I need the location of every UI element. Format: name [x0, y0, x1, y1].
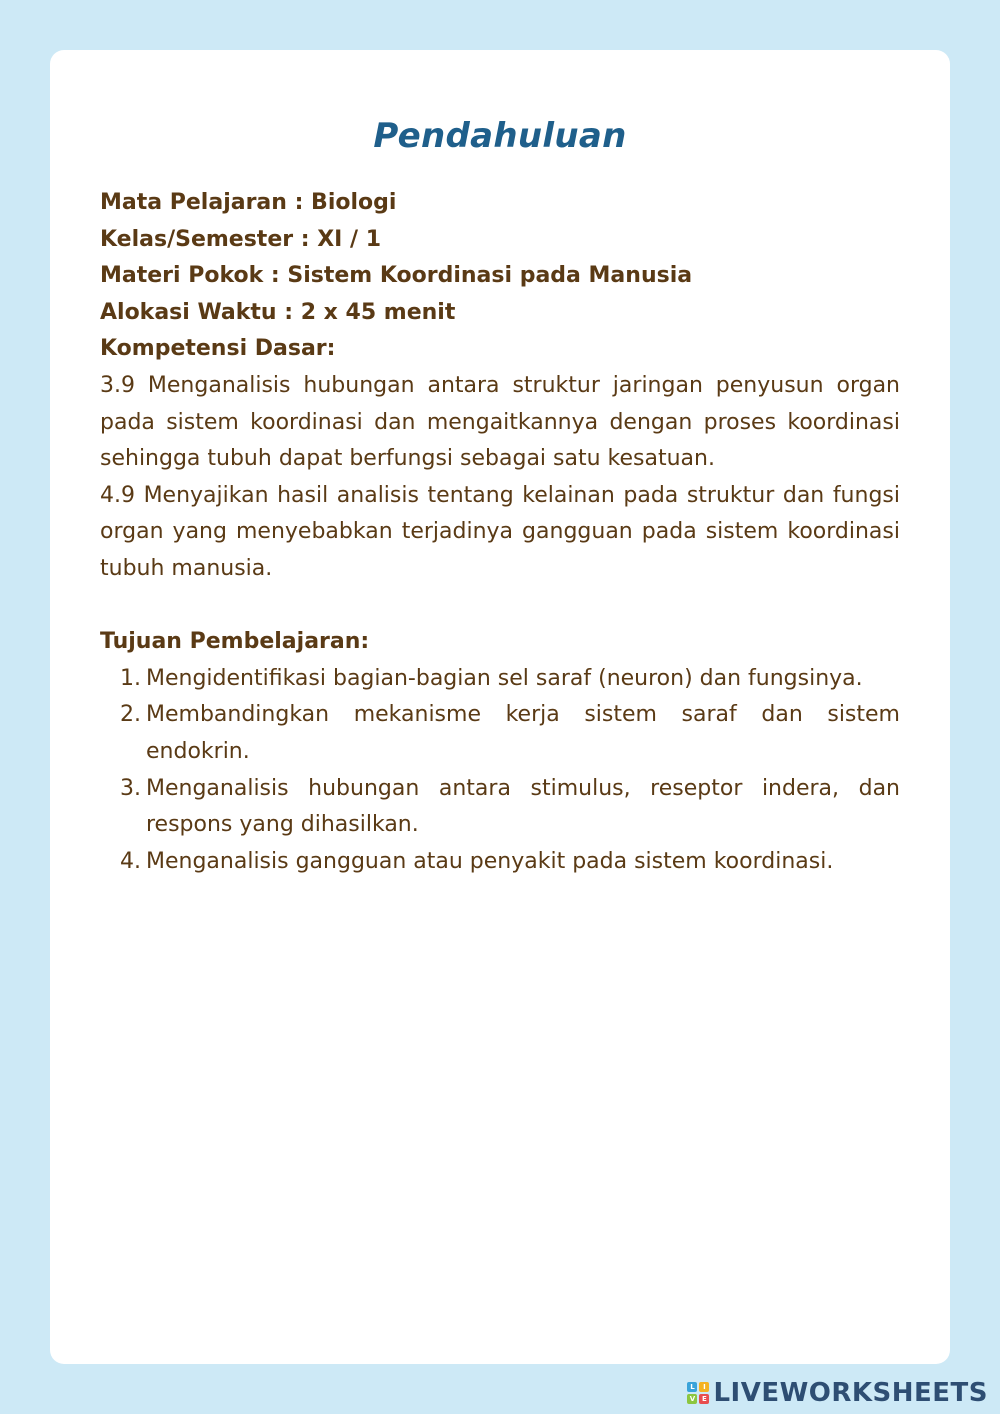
spacer [100, 588, 900, 625]
logo-letter-v: V [687, 1394, 697, 1404]
objective-item [100, 771, 900, 844]
intro-content [100, 185, 900, 880]
brand-name: LIVEWORKSHEETS [713, 1378, 988, 1408]
subject-line: Mata Pelajaran : Biologi [100, 190, 397, 215]
objective-number: 2. [120, 702, 141, 728]
objective-item [100, 697, 900, 770]
logo-letter-i: I [699, 1382, 709, 1392]
objective-item [100, 661, 900, 698]
objective-number: 3. [120, 775, 141, 801]
logo-letter-e: E [699, 1394, 709, 1404]
objective-text: Menganalisis hubungan antara stimulus, reseptor indera, dan respons yang dihasilkan. [146, 775, 900, 838]
objective-text: Membandingkan mekanisme kerja sistem saraf dan sistem endokrin. [146, 702, 900, 764]
page-title: Pendahuluan [373, 116, 627, 156]
topic-line: Materi Pokok : Sistem Koordinasi pada Manusia [100, 263, 693, 289]
objective-text: Mengidentifikasi bagian-bagian sel saraf (neuron) dan fungsinya. [146, 665, 863, 691]
objective-text: Menganalisis gangguan atau penyakit pada sistem koordinasi. [146, 848, 834, 874]
competency-paragraph: 3.9 Menganalisis hubungan antara struktur jaringan penyusun organ pada sistem koordinasi dan mengaitkannya dengan proses koordinasi sehingga tubuh dapat berfungsi sebagai satu kesatuan. [100, 372, 900, 472]
competency-heading: Kompetensi Dasar: [100, 336, 336, 362]
objective-number: 1. [120, 665, 141, 691]
logo-letter-l: L [687, 1382, 697, 1392]
objectives-heading: Tujuan Pembelajaran: [100, 629, 370, 655]
liveworksheets-logo[interactable] [687, 1378, 988, 1408]
live-grid-icon [687, 1382, 709, 1404]
competency-paragraph: 4.9 Menyajikan hasil analisis tentang kelainan pada struktur dan fungsi organ yang menyebabkan terjadinya gangguan pada sistem koordinasi tubuh manusia. [100, 482, 900, 581]
time-allocation-line: Alokasi Waktu : 2 x 45 menit [100, 299, 456, 325]
objective-number: 4. [120, 848, 141, 874]
objective-item [100, 844, 900, 881]
objectives-list [100, 661, 900, 881]
class-semester-line: Kelas/Semester : XI / 1 [100, 226, 382, 252]
